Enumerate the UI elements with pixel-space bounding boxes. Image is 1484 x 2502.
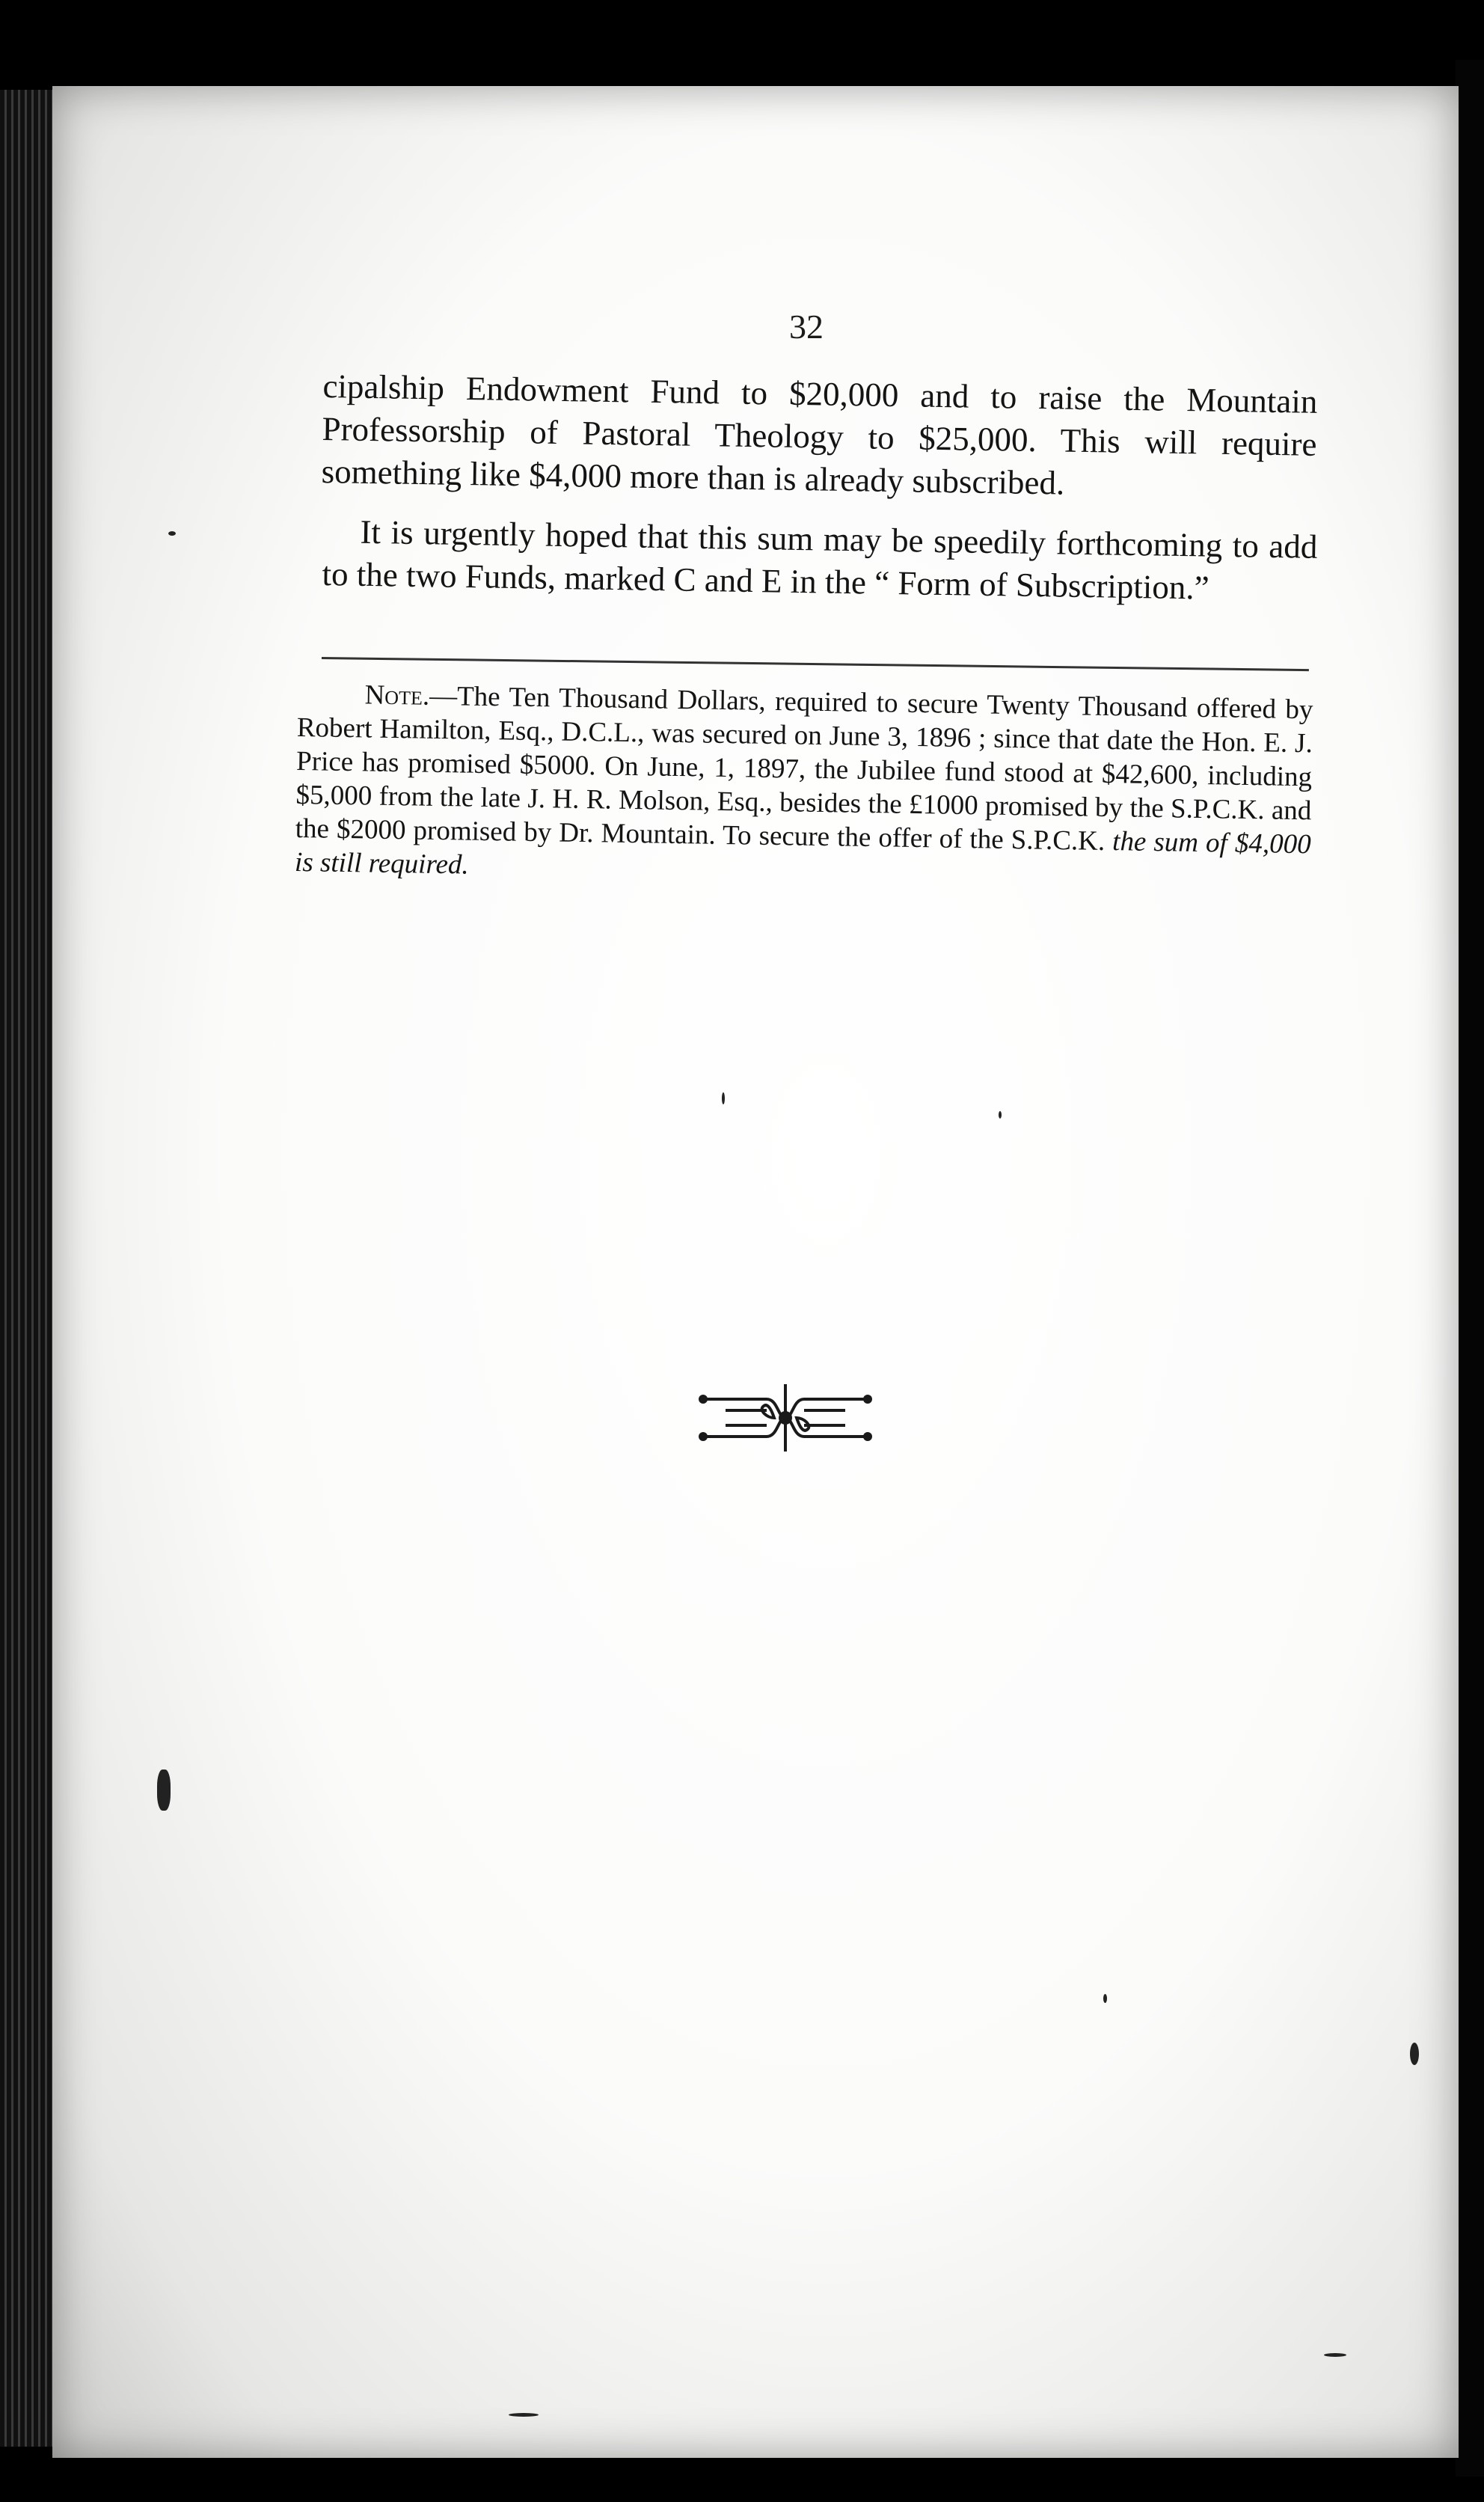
scan-speck <box>1324 2353 1346 2357</box>
scan-speck <box>722 1092 725 1104</box>
scan-speck <box>999 1111 1002 1119</box>
page-stack-edge-right <box>1456 60 1484 2477</box>
scan-speck <box>509 2413 539 2417</box>
footnote <box>295 677 1313 895</box>
scan-speck <box>157 1770 171 1811</box>
paragraph-appeal: It is urgently hoped that this sum may be speedily forthcoming to add to the two Funds, marked C and E in the “ Form of Subscription.” <box>322 513 1318 607</box>
note-italic-text: the sum of $4,000 is still required. <box>294 826 1311 881</box>
paragraph-continuation: cipalship Endowment Fund to $20,000 and to raise the Mountain Professorship of Pastoral Theology to $25,000. This will require something like $4,000 more than is already subscribed. <box>321 367 1318 502</box>
scan-speck <box>1103 1994 1107 2003</box>
page-number: 32 <box>789 308 824 346</box>
note-label: Note. <box>364 679 430 712</box>
note-text: —The Ten Thousand Dollars, required to secure Twenty Thousand offered by Robert Hamilton, Esq., D.C.L., was secured on June 3, 1896 ; since that date the Hon. E. J. Price has promised $5000. On June, 1, 1897, the Jubilee fund stood at $42,600, including $5,000 from the late J. H. R. Molson, Esq., besides the £1000 promised by the S.P.C.K. and the $2000 promised by Dr. Mountain. To secure the offer of the S.P.C.K. <box>295 680 1313 857</box>
page-stack-edge-left <box>0 90 60 2447</box>
scan-speck <box>168 531 176 536</box>
ornament-icon <box>696 1377 875 1459</box>
scan-speck <box>1410 2043 1419 2065</box>
